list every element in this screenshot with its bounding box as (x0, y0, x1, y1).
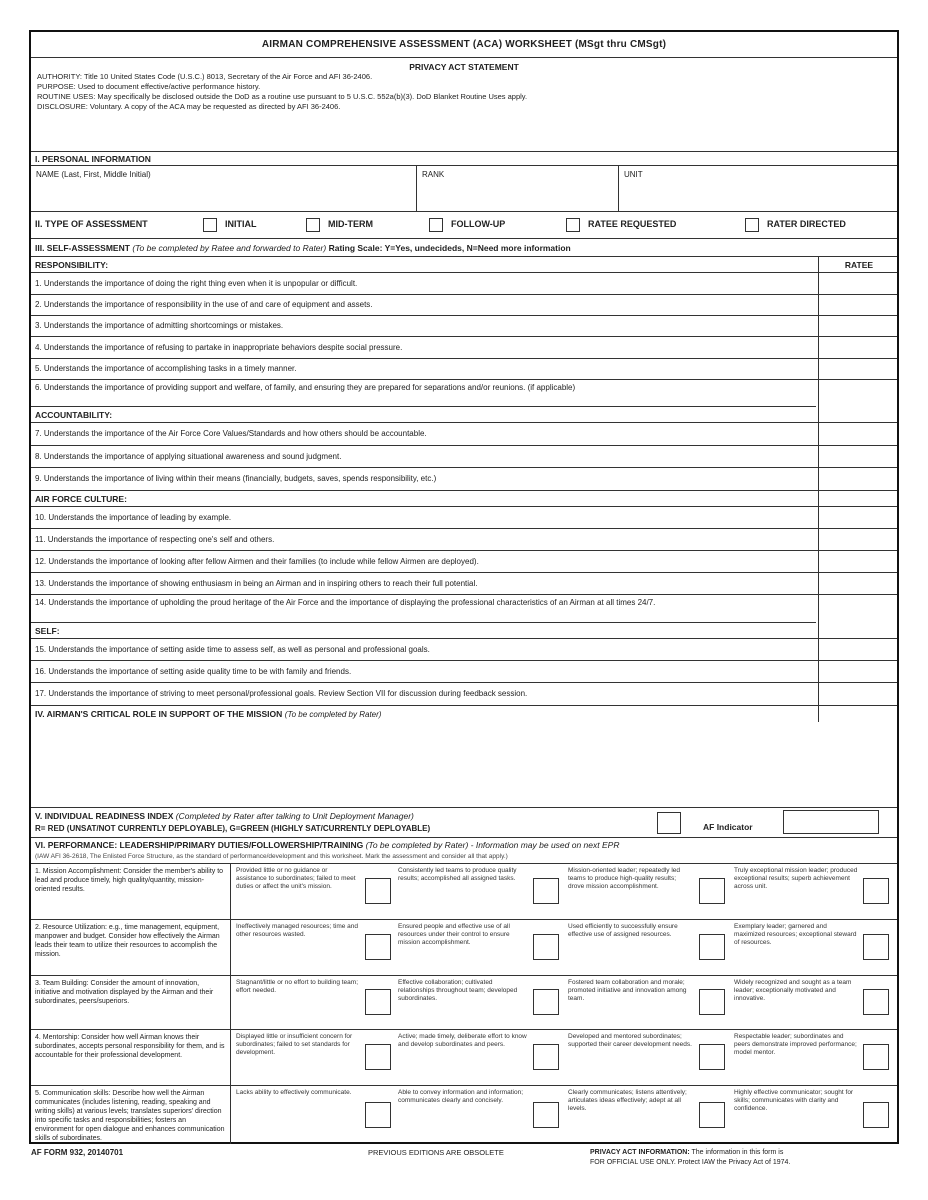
privacy-act-statement (31, 58, 897, 152)
row-3-level-1-checkbox[interactable] (365, 989, 391, 1015)
assessment-type-heading: II. TYPE OF ASSESSMENT (35, 219, 148, 229)
item-5: 5. Understands the importance of accomplishing tasks in a timely manner. (31, 359, 897, 380)
row-4-level-1-checkbox[interactable] (365, 1044, 391, 1070)
ratee-requested-checkbox[interactable] (566, 218, 580, 232)
row-2-level-4-checkbox[interactable] (863, 934, 889, 960)
row-2-level-1-checkbox[interactable] (365, 934, 391, 960)
item-16: 16. Understands the importance of setting aside quality time to be with family and friends. (31, 661, 897, 683)
rank-label: RANK (422, 170, 445, 179)
row-3-level-2: Effective collaboration; cultivated relationships throughout team; developed subordinates. (398, 979, 518, 1002)
item-6: 6. Understands the importance of providing support and welfare, of family, and ensuring they are prepared for separations and/or reunions. (if applicable) (31, 380, 816, 407)
row-1-level-4-checkbox[interactable] (863, 878, 889, 904)
item-13: 13. Understands the importance of showing enthusiasm in being an Airman and in inspiring others to reach their full potential. (31, 573, 897, 595)
privacy-routine-uses: ROUTINE USES: May specifically be disclosed outside the DoD as a routine use pursuant to 5 U.S.C. 552a(b)(3). DoD Blanket Routine Uses apply. (37, 92, 528, 101)
row-1-level-1-checkbox[interactable] (365, 878, 391, 904)
row-5-level-2-checkbox[interactable] (533, 1102, 559, 1128)
assessment-type-row (31, 212, 897, 239)
row-4-level-2: Active; made timely, deliberate effort to know and develop subordinates and peers. (398, 1033, 527, 1048)
row-5-level-2: Able to convey information and information; communicates clearly and concisely. (398, 1089, 524, 1104)
mid-term-checkbox[interactable] (306, 218, 320, 232)
performance-header (31, 838, 897, 864)
row-3-level-3-checkbox[interactable] (699, 989, 725, 1015)
performance-row-3 (31, 976, 897, 1030)
row-3-level-3: Fostered team collaboration and morale; promoted initiative and innovation among team. (568, 979, 687, 1002)
ratee-column-divider (818, 257, 819, 722)
follow-up-checkbox[interactable] (429, 218, 443, 232)
performance-row-2 (31, 920, 897, 976)
row-3-level-4-checkbox[interactable] (863, 989, 889, 1015)
row-4-level-3-checkbox[interactable] (699, 1044, 725, 1070)
unit-field[interactable] (619, 166, 899, 212)
performance-subline: (IAW AFI 36-2618, The Enlisted Force Structure, as the standard of performance/development and this worksheet. Mark the assessment and consider all that apply.) (35, 853, 508, 860)
critical-role-instructions: (To be completed by Rater) (284, 710, 382, 719)
form-page (29, 30, 899, 1144)
item-15: 15. Understands the importance of setting aside time to assess self, as well as personal and professional goals. (31, 639, 897, 661)
row-4-level-4-checkbox[interactable] (863, 1044, 889, 1070)
name-field[interactable] (31, 166, 417, 212)
initial-label: INITIAL (225, 219, 257, 229)
row-1-level-3: Mission-oriented leader; repeatedly led teams to produce high-quality results; drove mission accomplishment. (568, 867, 681, 890)
privacy-info-line1: The information in this form is (691, 1149, 784, 1156)
row-5-level-4: Highly effective communicator; sought for skills; communicates with clarity and confidence. (734, 1089, 854, 1112)
performance-row-5-label: 5. Communication skills: Describe how well the Airman communicates (includes listening, reading, speaking and writing skills) at various levels; translates superiors' direction into specific tasks and responsibilities; fosters an environment for open dialogue and enhances communication skills of subordinates. (31, 1086, 231, 1144)
privacy-info-line2: FOR OFFICIAL USE ONLY. Protect IAW the Privacy Act of 1974. (590, 1159, 791, 1166)
row-4-level-1: Displayed little or insufficient concern for subordinates; failed to set standards for development. (236, 1033, 353, 1056)
category-accountability: ACCOUNTABILITY: (31, 407, 897, 423)
performance-heading: VI. PERFORMANCE: LEADERSHIP/PRIMARY DUTIES/FOLLOWERSHIP/TRAINING (35, 840, 364, 850)
row-2-level-1: Ineffectively managed resources; time and other resources wasted. (236, 923, 359, 938)
row-5-level-3-checkbox[interactable] (699, 1102, 725, 1128)
performance-row-5 (31, 1086, 897, 1144)
row-2-level-3-checkbox[interactable] (699, 934, 725, 960)
item-4: 4. Understands the importance of refusing to partake in inappropriate behaviors despite social pressure. (31, 337, 897, 359)
category-air-force-culture: AIR FORCE CULTURE: (31, 491, 897, 507)
row-3-level-2-checkbox[interactable] (533, 989, 559, 1015)
item-9: 9. Understands the importance of living within their means (financially, budgets, saves, spends responsibility, etc.) (31, 468, 897, 491)
row-4-level-4: Respectable leader; subordinates and peers demonstrate improved performance; model mentor. (734, 1033, 857, 1056)
privacy-info-label: PRIVACY ACT INFORMATION: (590, 1149, 690, 1156)
item-11: 11. Understands the importance of respecting one's self and others. (31, 529, 897, 551)
privacy-purpose: PURPOSE: Used to document effective/active performance history. (37, 82, 261, 91)
performance-row-2-label: 2. Resource Utilization: e.g., time management, equipment, manpower and budget. Consider how effectively the Airman leads their team to utilize their resources to accomplish the mission. (31, 920, 231, 975)
readiness-legend: R= RED (UNSAT/NOT CURRENTLY DEPLOYABLE), G=GREEN (HIGHLY SAT/CURRENTLY DEPLOYABLE) (35, 824, 431, 833)
item-17: 17. Understands the importance of striving to meet personal/professional goals. Review Section VII for discussion during feedback session. (31, 683, 897, 706)
readiness-instructions: (Completed by Rater after talking to Unit Deployment Manager) (175, 811, 414, 821)
category-responsibility: RESPONSIBILITY: (31, 257, 897, 273)
self-assessment-heading: III. SELF-ASSESSMENT (35, 243, 130, 253)
rater-directed-checkbox[interactable] (745, 218, 759, 232)
form-id: AF FORM 932, 20140701 (31, 1148, 124, 1157)
privacy-disclosure: DISCLOSURE: Voluntary. A copy of the ACA may be requested as directed by AFI 36-2406. (37, 102, 341, 111)
item-1: 1. Understands the importance of doing the right thing even when it is unpopular or difficult. (31, 273, 897, 295)
row-3-level-4: Widely recognized and sought as a team leader; exceptionally motivated and innovative. (734, 979, 852, 1002)
row-2-level-3: Used efficiently to successfully ensure effective use of assigned resources. (568, 923, 678, 938)
row-1-level-2-checkbox[interactable] (533, 878, 559, 904)
rater-directed-label: RATER DIRECTED (767, 219, 846, 229)
follow-up-label: FOLLOW-UP (451, 219, 506, 229)
readiness-section (31, 808, 897, 838)
rating-scale: Rating Scale: Y=Yes, undecideds, N=Need more information (328, 243, 571, 253)
row-2-level-2-checkbox[interactable] (533, 934, 559, 960)
row-1-level-3-checkbox[interactable] (699, 878, 725, 904)
row-5-level-1: Lacks ability to effectively communicate. (236, 1089, 352, 1096)
row-1-level-1: Provided little or no guidance or assistance to subordinates; failed to meet duties or affect the unit's mission. (236, 867, 356, 890)
performance-instructions: (To be completed by Rater) - Information may be used on next EPR (365, 840, 620, 850)
af-indicator-box[interactable] (783, 810, 879, 834)
item-2: 2. Understands the importance of responsibility in the use of and care of equipment and assets. (31, 295, 897, 316)
item-12: 12. Understands the importance of looking after fellow Airmen and their families (to include while fellow Airmen are deployed). (31, 551, 897, 573)
form-title: AIRMAN COMPREHENSIVE ASSESSMENT (ACA) WORKSHEET (MSgt thru CMSgt) (31, 32, 897, 58)
name-label: NAME (Last, First, Middle Initial) (36, 170, 151, 179)
row-5-level-3: Clearly communicates; listens attentively; articulates ideas effectively; adept at all levels. (568, 1089, 687, 1112)
item-14: 14. Understands the importance of upholding the proud heritage of the Air Force and the importance of displaying the professional characteristics of an Airman at all times 24/7. (31, 595, 816, 623)
item-7: 7. Understands the importance of the Air Force Core Values/Standards and how others should be accountable. (31, 423, 897, 446)
ratee-requested-label: RATEE REQUESTED (588, 219, 677, 229)
privacy-heading: PRIVACY ACT STATEMENT (409, 62, 519, 72)
rank-field[interactable] (417, 166, 619, 212)
initial-checkbox[interactable] (203, 218, 217, 232)
previous-editions-note: PREVIOUS EDITIONS ARE OBSOLETE (368, 1148, 504, 1157)
item-3: 3. Understands the importance of admitting shortcomings or mistakes. (31, 316, 897, 337)
row-3-level-1: Stagnant/little or no effort to building team; effort needed. (236, 979, 359, 994)
ratee-column-label: RATEE (844, 260, 874, 270)
item-8: 8. Understands the importance of applying situational awareness and sound judgment. (31, 446, 897, 468)
personal-info-fields (31, 166, 897, 212)
row-1-level-4: Truly exceptional mission leader; produced exceptional results; superb achievement across unit. (734, 867, 858, 890)
performance-row-1 (31, 864, 897, 920)
category-self: SELF: (31, 623, 897, 639)
unit-label: UNIT (624, 170, 643, 179)
self-assessment-header (31, 239, 897, 257)
row-2-level-2: Ensured people and effective use of all resources under their control to ensure mission accomplishment. (398, 923, 510, 946)
readiness-index-box[interactable] (657, 812, 681, 834)
row-5-level-4-checkbox[interactable] (863, 1102, 889, 1128)
performance-row-4-label: 4. Mentorship: Consider how well Airman knows their subordinates, accepts personal responsibility for them, and is accountable for their professional development. (31, 1030, 231, 1085)
row-4-level-2-checkbox[interactable] (533, 1044, 559, 1070)
row-4-level-3: Developed and mentored subordinates; supported their career development needs. (568, 1033, 692, 1048)
critical-role-heading: IV. AIRMAN'S CRITICAL ROLE IN SUPPORT OF THE MISSION (35, 709, 283, 719)
row-5-level-1-checkbox[interactable] (365, 1102, 391, 1128)
privacy-authority: AUTHORITY: Title 10 United States Code (U.S.C.) 8013, Secretary of the Air Force and AFI 36-2406. (37, 72, 373, 81)
self-assessment-instructions: (To be completed by Ratee and forwarded to Rater) (132, 243, 327, 253)
af-indicator-label: AF Indicator (703, 822, 753, 832)
performance-row-3-label: 3. Team Building: Consider the amount of innovation, initiative and motivation displayed by the Airman and their subordinates, peers/superiors. (31, 976, 231, 1029)
readiness-heading: V. INDIVIDUAL READINESS INDEX (35, 811, 174, 821)
row-2-level-4: Exemplary leader; garnered and maximized resources; exceptional steward of resources. (734, 923, 857, 946)
item-10: 10. Understands the importance of leading by example. (31, 507, 897, 529)
personal-info-heading: I. PERSONAL INFORMATION (31, 152, 897, 166)
row-1-level-2: Consistently led teams to produce quality results; accomplished all assigned tasks. (398, 867, 517, 882)
performance-row-4 (31, 1030, 897, 1086)
critical-role-section[interactable] (31, 706, 897, 808)
performance-row-1-label: 1. Mission Accomplishment: Consider the member's ability to lead and produce timely, high quality/quantity, mission-oriented results. (31, 864, 231, 919)
privacy-act-information (590, 1148, 900, 1168)
mid-term-label: MID-TERM (328, 219, 373, 229)
